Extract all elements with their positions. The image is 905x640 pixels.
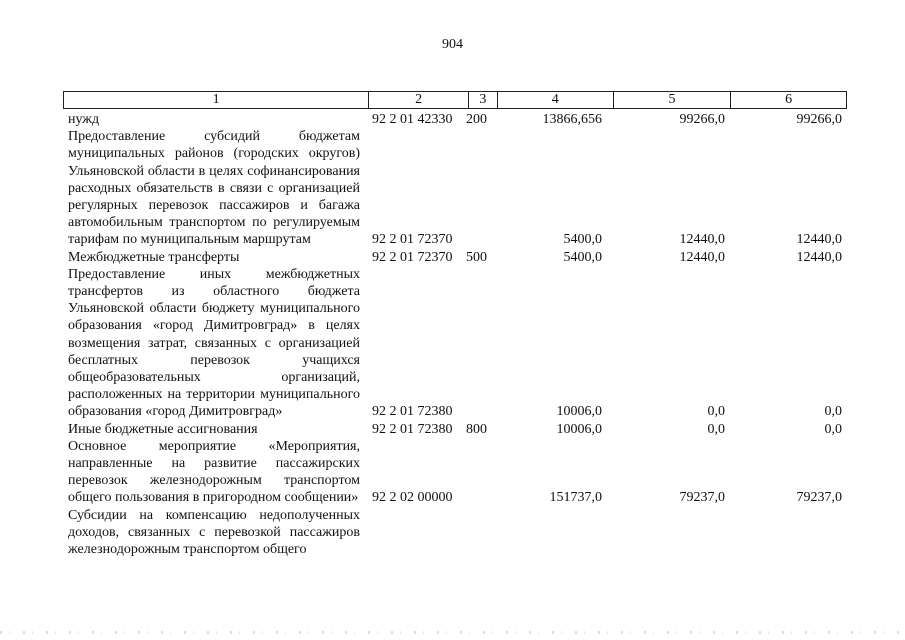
cell-amount-3: 99266,0 xyxy=(796,112,842,127)
cell-amount-1: 13866,656 xyxy=(542,112,602,127)
table-body xyxy=(63,111,847,558)
cell-amount-3: 12440,0 xyxy=(796,232,842,248)
cell-code: 92 2 01 72380 xyxy=(372,404,453,420)
cell-code: 92 2 01 72380 xyxy=(372,421,453,437)
table-row xyxy=(63,507,847,559)
cell-description: Иные бюджетные ассигнования xyxy=(68,421,258,437)
table-header xyxy=(63,91,847,109)
table-row xyxy=(63,111,847,128)
cell-amount-1: 10006,0 xyxy=(556,421,602,437)
cell-amount-2: 0,0 xyxy=(707,421,725,437)
cell-amount-2: 12440,0 xyxy=(679,249,725,265)
cell-type: 200 xyxy=(466,112,487,127)
table-row xyxy=(63,128,847,248)
header-col-6: 6 xyxy=(785,92,793,107)
table-row xyxy=(63,249,847,266)
cell-code: 92 2 01 42330 xyxy=(372,112,453,127)
cell-amount-2: 99266,0 xyxy=(679,112,725,127)
cell-type: 800 xyxy=(466,421,487,437)
cell-description: Предоставление иных межбюджетных трансфертов из областного бюджета Ульяновской области бюджету муниципального образования «город Димитровград» в целях возмещения затрат, связанных с организацией бесплатных перевозок учащихся общеобразовательных организаций, расположенных на территории муниципального образования «город Димитровград» xyxy=(68,266,360,420)
header-col-2: 2 xyxy=(369,92,469,108)
cell-amount-2: 12440,0 xyxy=(679,232,725,248)
cell-description: Основное мероприятие «Мероприятия, направленные на развитие пассажирских перевозок железнодорожным транспортом общего пользования в пригородном сообщении» xyxy=(68,438,360,506)
cell-amount-3: 0,0 xyxy=(824,404,842,420)
cell-amount-1: 10006,0 xyxy=(556,404,602,420)
cell-description: Межбюджетные трансферты xyxy=(68,249,240,265)
cell-amount-3: 12440,0 xyxy=(796,249,842,265)
cell-amount-1: 151737,0 xyxy=(549,490,602,506)
cell-amount-3: 79237,0 xyxy=(796,490,842,506)
table-row xyxy=(63,438,847,507)
table-row xyxy=(63,421,847,438)
scan-artifact-line xyxy=(0,631,905,634)
cell-code: 92 2 01 72370 xyxy=(372,232,453,248)
cell-description: нужд xyxy=(68,112,100,127)
cell-amount-3: 0,0 xyxy=(824,421,842,437)
header-col-3: 3 xyxy=(469,92,498,108)
cell-amount-2: 0,0 xyxy=(707,404,725,420)
page-number: 904 xyxy=(442,37,463,52)
header-col-5: 5 xyxy=(614,92,732,108)
cell-description: Предоставление субсидий бюджетам муниципальных районов (городских округов) Ульяновской области в целях софинансирования расходных обязательств в связи с организацией регулярных перевозок пассажиров и багажа автомобильным транспортом по регулируемым тарифам по муниципальным маршрутам xyxy=(68,129,360,248)
cell-code: 92 2 01 72370 xyxy=(372,249,453,265)
header-col-4: 4 xyxy=(498,92,614,108)
header-col-1: 1 xyxy=(64,92,369,108)
cell-code: 92 2 02 00000 xyxy=(372,490,453,506)
cell-description: Субсидии на компенсацию недополученных доходов, связанных с перевозкой пассажиров железнодорожным транспортом общего xyxy=(68,507,360,558)
cell-amount-2: 79237,0 xyxy=(679,490,725,506)
cell-amount-1: 5400,0 xyxy=(563,249,602,265)
table-row xyxy=(63,266,847,421)
cell-amount-1: 5400,0 xyxy=(563,232,602,248)
cell-type: 500 xyxy=(466,249,487,265)
